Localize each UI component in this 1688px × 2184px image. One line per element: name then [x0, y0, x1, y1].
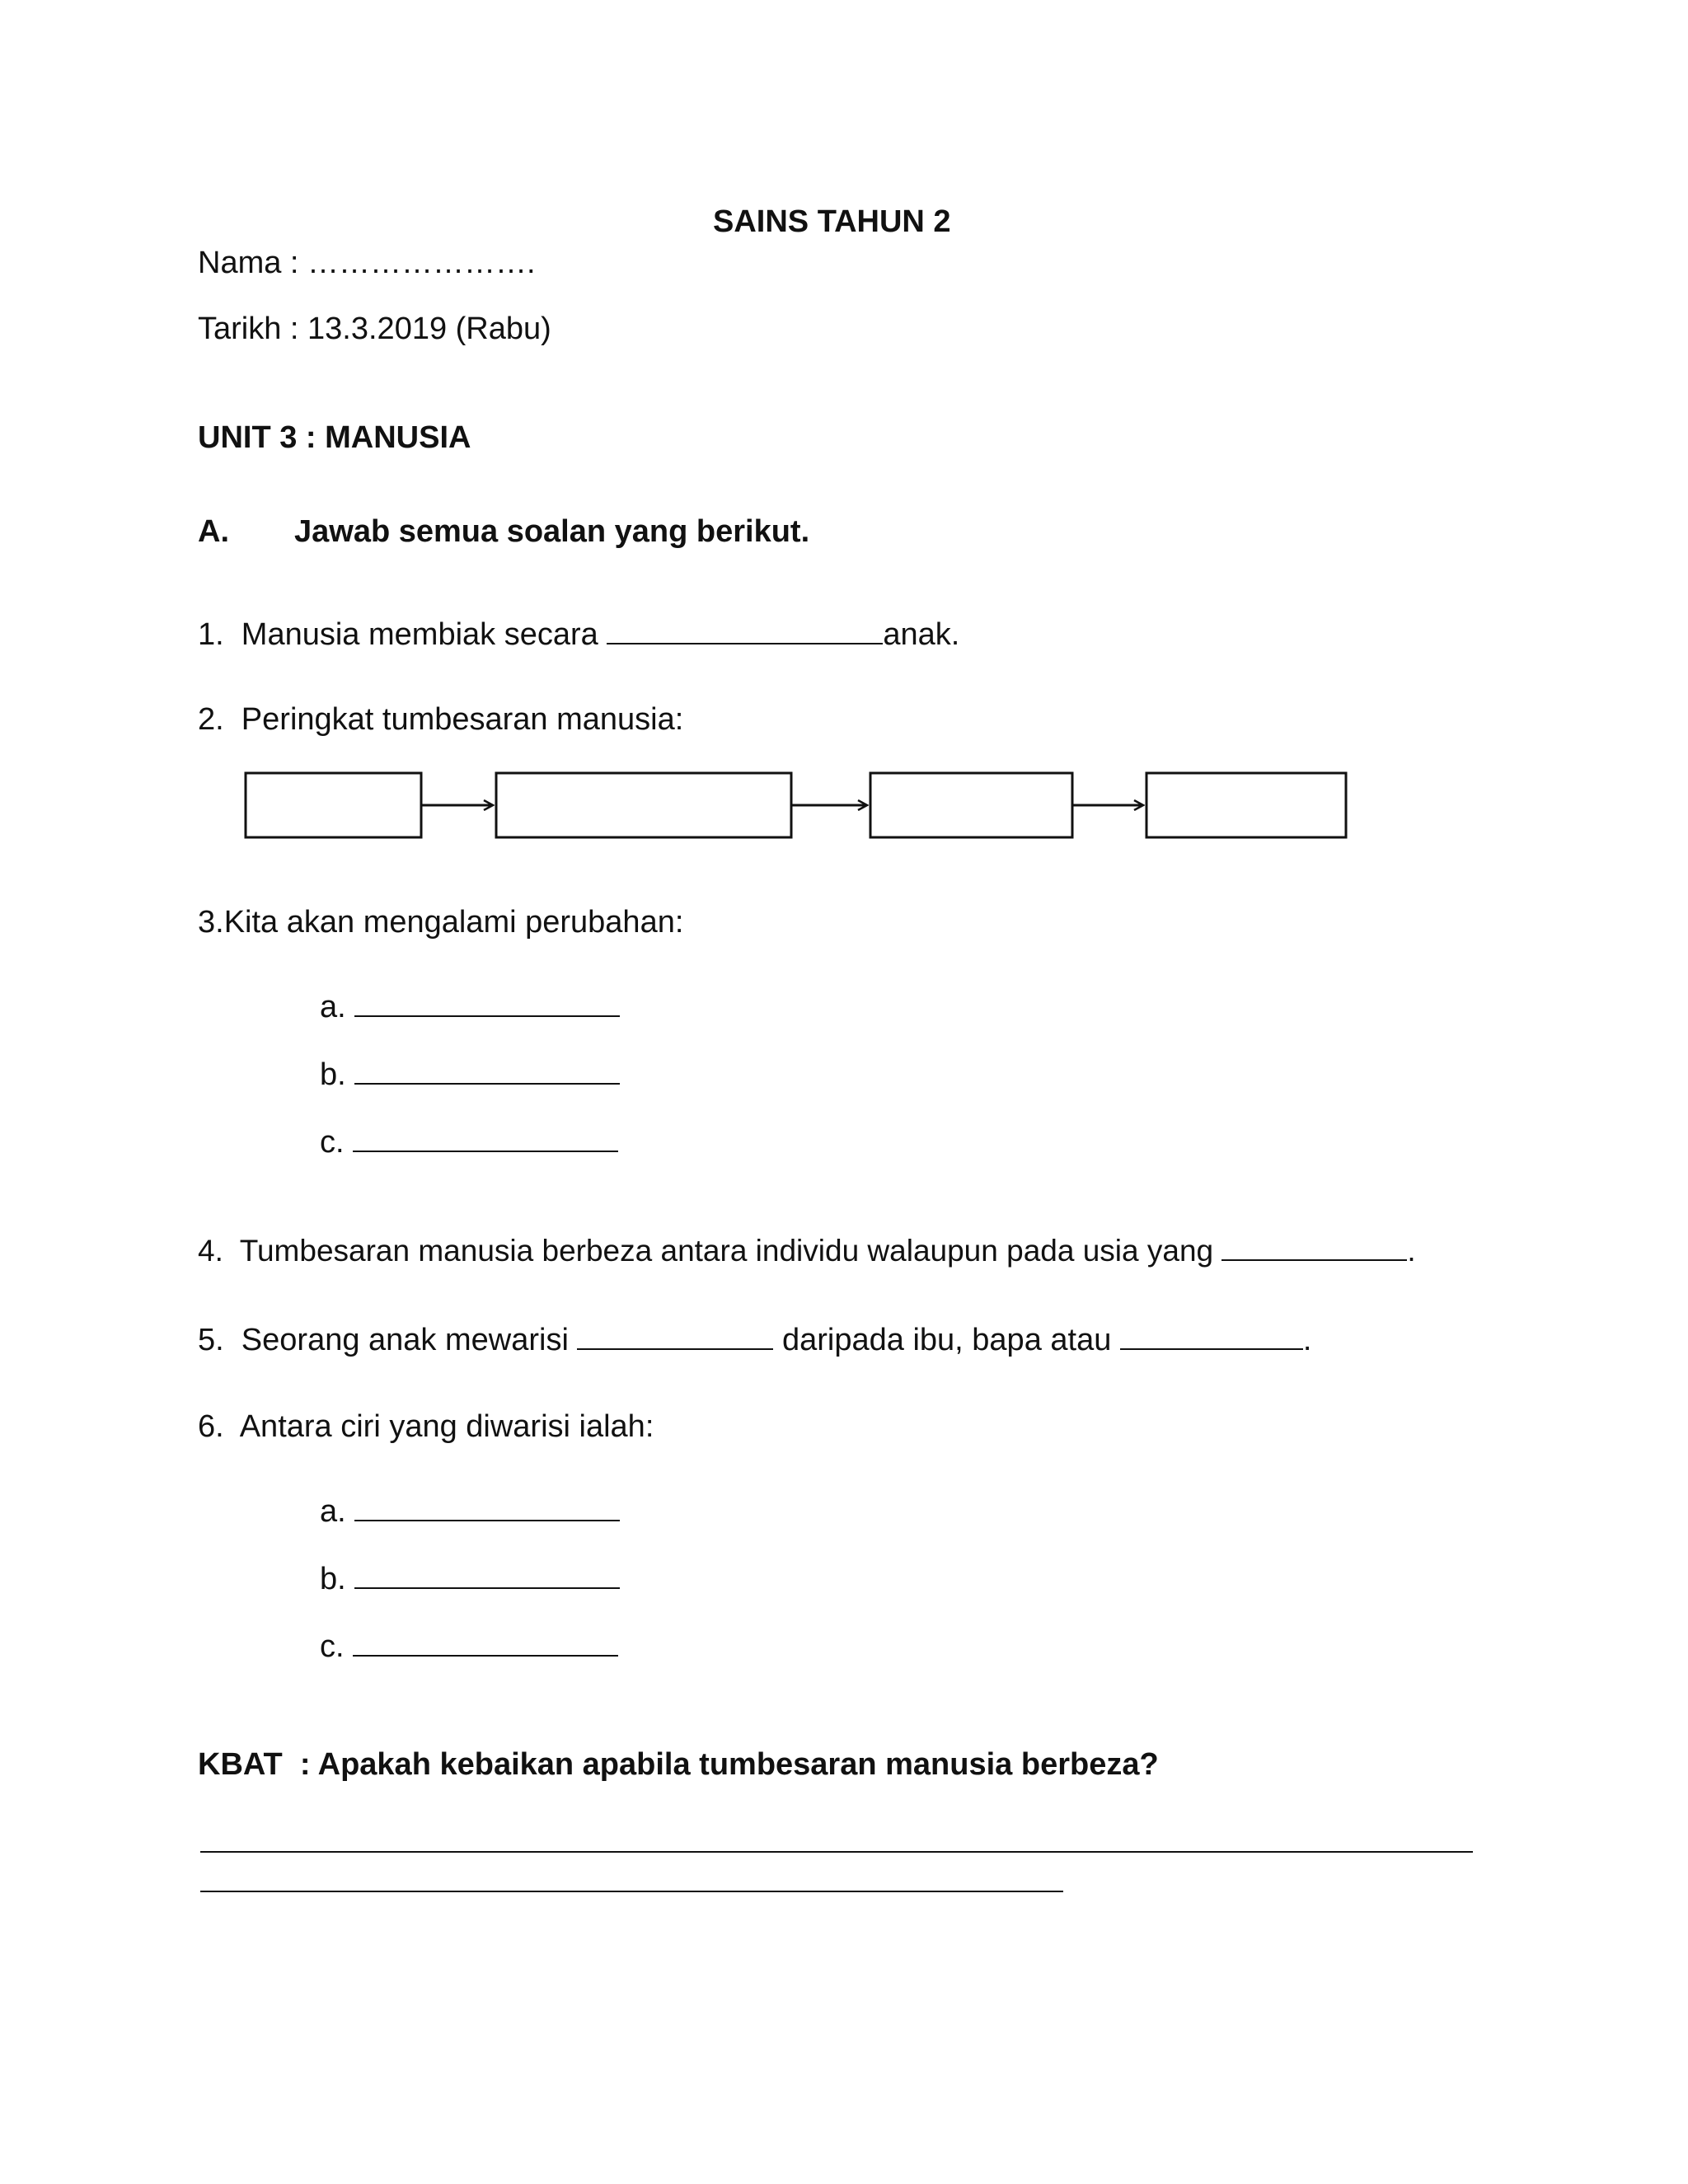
- answer-blank[interactable]: [353, 1627, 618, 1657]
- kbat-question: KBAT : Apakah kebaikan apabila tumbesaran manusia berbeza?: [198, 1747, 1159, 1782]
- answer-blank[interactable]: [1120, 1320, 1303, 1350]
- question-2: 2. Peringkat tumbesaran manusia:: [198, 702, 684, 737]
- question-1-suffix: anak.: [883, 617, 960, 652]
- answer-blank[interactable]: [607, 615, 883, 644]
- growth-stages-diagram: [239, 766, 1360, 849]
- answer-blank[interactable]: [354, 1492, 620, 1521]
- answer-blank[interactable]: [354, 1055, 620, 1085]
- answer-line-b: b.: [320, 1559, 620, 1598]
- answer-line-c: c.: [320, 1627, 618, 1666]
- kbat-answer-line-1[interactable]: [200, 1851, 1473, 1853]
- section-instruction: Jawab semua soalan yang berikut.: [294, 514, 810, 549]
- answer-line-a: a.: [320, 1492, 620, 1530]
- question-4: 4. Tumbesaran manusia berbeza antara individu walaupun pada usia yang .: [198, 1231, 1416, 1270]
- stage-box-1[interactable]: [246, 773, 421, 837]
- answer-line-a: a.: [320, 987, 620, 1026]
- unit-title: UNIT 3 : MANUSIA: [198, 420, 471, 455]
- stage-box-3[interactable]: [870, 773, 1072, 837]
- question-1-text: 1. Manusia membiak secara: [198, 617, 607, 652]
- section-label: A.: [198, 514, 229, 549]
- name-field: Nama : ………………….: [198, 246, 536, 280]
- stage-box-2[interactable]: [496, 773, 791, 837]
- question-3: 3.Kita akan mengalami perubahan:: [198, 905, 684, 940]
- kbat-answer-line-2[interactable]: [200, 1891, 1063, 1892]
- answer-blank[interactable]: [353, 1122, 618, 1152]
- answer-blank[interactable]: [1221, 1231, 1407, 1261]
- question-5: 5. Seorang anak mewarisi daripada ibu, bapa atau .: [198, 1320, 1311, 1359]
- worksheet-title: SAINS TAHUN 2: [713, 204, 951, 239]
- stage-box-4[interactable]: [1146, 773, 1346, 837]
- answer-line-c: c.: [320, 1122, 618, 1161]
- answer-blank[interactable]: [577, 1320, 773, 1350]
- answer-blank[interactable]: [354, 987, 620, 1017]
- answer-line-b: b.: [320, 1055, 620, 1094]
- answer-blank[interactable]: [354, 1559, 620, 1589]
- question-6: 6. Antara ciri yang diwarisi ialah:: [198, 1409, 654, 1444]
- question-1: [198, 615, 959, 654]
- date-field: Tarikh : 13.3.2019 (Rabu): [198, 312, 551, 346]
